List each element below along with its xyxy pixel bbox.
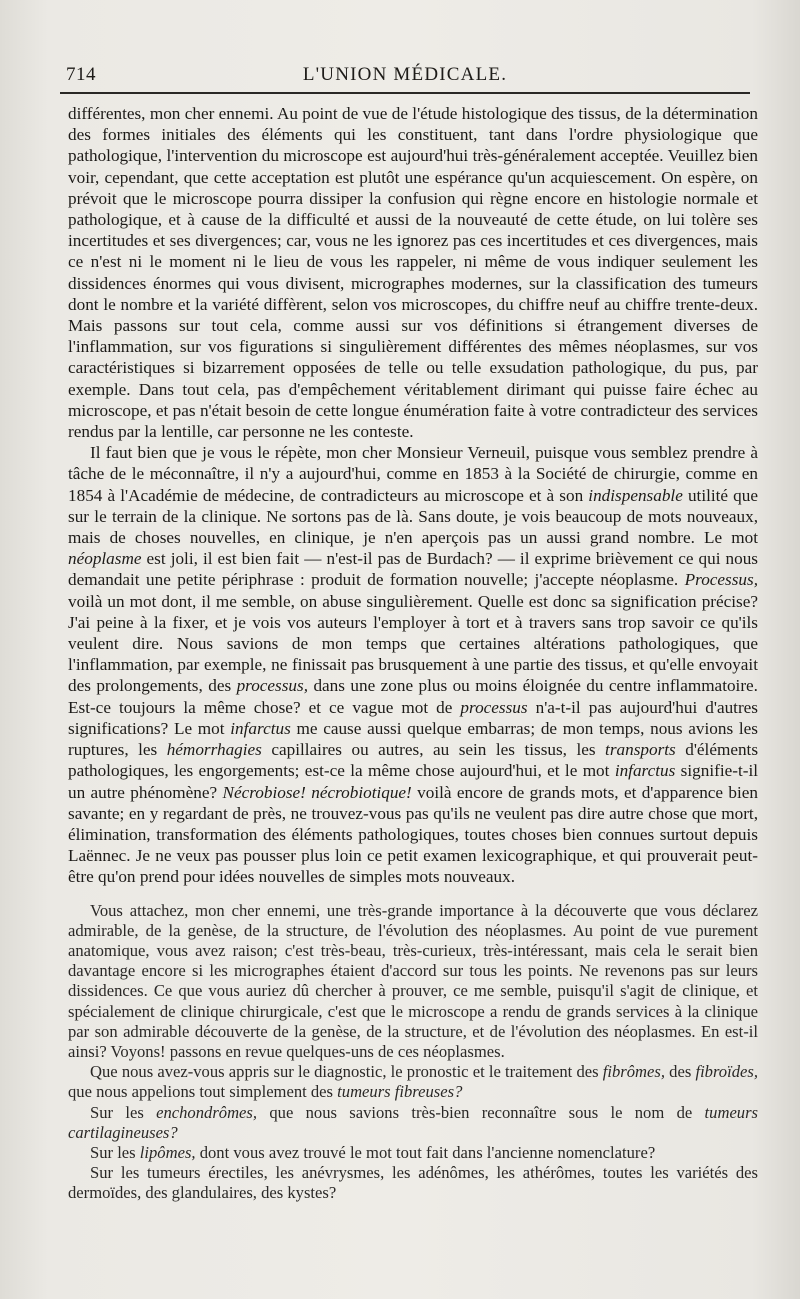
paragraph [68,1103,758,1143]
text-run: capillaires ou autres, au sein les tissus, les [261,740,606,760]
text-run: voilà encore de grands mots, et d'apparence bien savante; en y regardant de près, ne trouvez-vous pas qu'ils ne veulent pas dire autre chose que mort, élimination, transformation des éléments pathologiques, toutes choses bien connues surtout depuis Laënnec. Je ne veux pas pousser plus loin ce petit examen lexicographique, et qui prouverait peut-être qu'on prend pour idées nouvelles de simples mots nouveaux. [68,782,759,887]
text-section-2 [68,901,758,1204]
italic-term: tumeurs fibreuses? [337,1082,463,1102]
text-run: utilité que sur le terrain de la clinique. Ne sortons pas de là. Sans doute, je vois beaucoup de mots nouveaux, mais de choses nouvelles, en clinique, je n'en aperçois pas un aussi grand nombre. Le mot [68,485,758,548]
text-run: d'éléments pathologiques, les engorgements; est-ce la même chose aujourd'hui, et le mot [68,740,759,781]
text-run: n'a-t-il pas aujourd'hui d'autres significations? Le mot [68,697,758,738]
text-run: Il faut bien que je vous le répète, mon cher Monsieur Verneuil, puisque vous semblez prendre à tâche de le méconnaître, il n'y a aujourd'hui, comme en 1853 à la Société de chirurgie, comme en 1854 à l'Académie de médecine, de contradicteurs au microscope et à son [68,443,758,505]
italic-term: processus, [236,676,309,696]
italic-term: Processus, [684,570,758,590]
body-text [68,103,758,1204]
text-run: est joli, il est bien fait — n'est-il pas de Burdach? — il exprime brièvement ce qui nous demandait une petite périphrase : produit de formation nouvelle; j'accepte néoplasme. [68,549,758,590]
page-number: 714 [66,64,96,85]
italic-term: enchondrômes, [156,1102,258,1122]
running-header [60,58,750,94]
paragraph [68,1163,758,1203]
text-run: Sur les [90,1142,140,1162]
text-run: que nous appelions tout simplement des [68,1082,338,1102]
text-run: me cause aussi quelque embarras; de mon temps, nous avions les ruptures, les [68,718,758,760]
italic-term: indispensable [588,485,683,505]
paragraph [68,1062,758,1102]
paragraph [68,442,758,887]
text-run: dans une zone plus ou moins éloignée du centre inflammatoire. Est-ce toujours la même chose? et ce vague mot de [68,676,758,717]
paragraph [68,103,758,442]
italic-term: Nécrobiose! nécrobiotique! [222,782,412,802]
text-run: signifie-t-il un autre phénomène? [68,761,758,802]
text-run: différentes, mon cher ennemi. Au point de vue de l'étude histologique des tissus, de la détermination des formes initiales des éléments qui les constituent, tant dans l'ordre physiologique que pathologique, l'intervention du microscope est aujourd'hui très-généralement acceptée. Veuillez bien voir, cependant, que cette acceptation est plutôt une espérance qu'un acquiescement. On espère, on prévoit que le microscope pourra dissiper la confusion qui règne encore en histologie normale et pathologique, et à cause de la difficulté et aussi de la nouveauté de cette étude, on lui tolère ses incertitudes et ses divergences; car, vous ne les ignorez pas ces incertitudes et ces divergences, mais ce n'est ni le moment ni le lieu de vous les rappeler, ni même de vous indiquer seulement les dissidences énormes qui vous divisent, micrographes modernes, sur la classification des tumeurs dont le nombre et la variété diffèrent, selon vos microscopes, du chiffre neuf au chiffre trente-deux. Mais passons sur tout cela, comme aussi sur vos définitions si étrangement diverses de l'inflammation, sur vos figurations si singulièrement différentes des mêmes néoplasmes, sur vos caractéristiques si bizarrement opposées de telle ou telle exsudation pathologique, du pus, par exemple. Dans tout cela, pas d'empêchement véritablement dirimant qui puisse faire échec au microscope, et pas n'était besoin de cette longue énumération faite à votre contradicteur des services rendus par la lentille, car personne ne les conteste. [68,104,758,442]
text-run: dont vous avez trouvé le mot tout fait dans l'ancienne nomenclature? [195,1142,656,1162]
journal-title: L'UNION MÉDICALE. [302,64,508,85]
italic-term: fibrômes, [602,1062,665,1082]
text-run: Vous attachez, mon cher ennemi, une très-grande importance à la découverte que vous déclarez admirable, de la genèse, de la structure, de l'évolution des néoplasmes. Au point de vue purement anatomique, vous avez raison; c'est très-beau, très-curieux, très-intéressant, mais cela le serait bien davantage encore si les micrographes étaient d'accord sur tous les points. Ne revenons pas sur leurs dissidences. Ce que vous auriez dû chercher à prouver, ce me semble, puisqu'il s'agit de clinique, et spécialement de clinique chirurgicale, c'est que le microscope a rendu de grands services à la clinique par son admirable découverte de la genèse, de la structure, et de l'évolution des néoplasmes. En est-il ainsi? Voyons! passons en revue quelques-uns de ces néoplasmes. [68,900,758,1061]
text-run: Que nous avez-vous appris sur le diagnostic, le pronostic et le traitement des [90,1062,603,1082]
italic-term: infarctus [230,718,291,738]
text-run: Sur les [90,1102,157,1122]
italic-term: fibroïdes, [695,1062,758,1082]
paragraph [68,901,758,1063]
italic-term: infarctus [614,761,676,781]
italic-term: tumeurs cartilagineuses? [68,1102,759,1142]
paragraph [68,1143,758,1163]
italic-term: transports [605,740,676,760]
text-run: des [664,1062,696,1082]
text-run: voilà un mot dont, il me semble, on abuse singulièrement. Quelle est donc sa signification précise? J'ai peine à la fixer, et je vois vos auteurs l'employer à tort et à travers sans trop savoir ce qu'ils veulent dire. Nous savions de mon temps que certaines altérations pathologiques, que l'inflammation, par exemple, ne finissait pas brusquement à une partie des tissus, et qu'elle envoyait des prolongements, des [68,591,758,696]
text-section-1 [68,103,758,888]
italic-term: lipômes, [139,1142,196,1162]
italic-term: hémorrhagies [166,740,262,760]
text-run: Sur les tumeurs érectiles, les anévrysmes, les adénômes, les athérômes, toutes les variétés des dermoïdes, des glandulaires, des kystes? [68,1163,758,1203]
italic-term: néoplasme [68,549,142,569]
text-run: que nous savions très-bien reconnaître sous le nom de [257,1102,705,1122]
italic-term: processus [460,697,528,717]
